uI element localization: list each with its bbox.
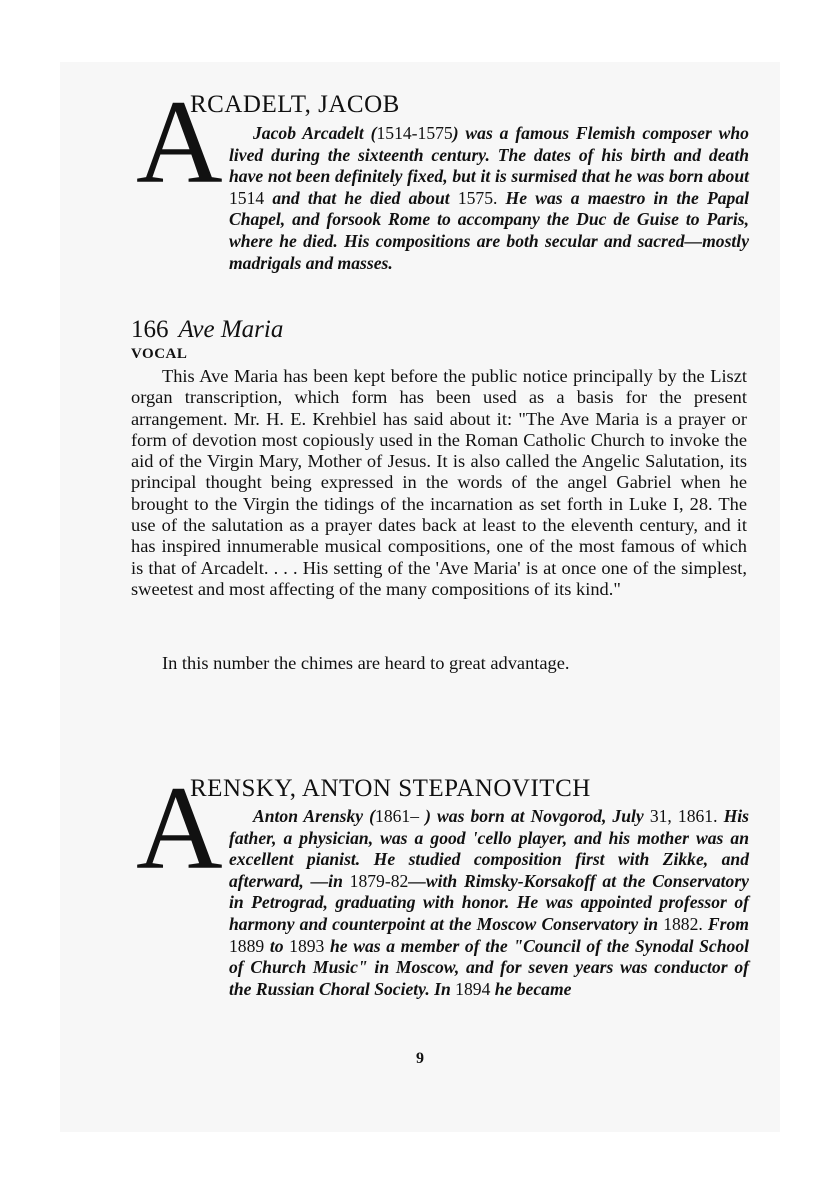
selection-note: In this number the chimes are heard to great advantage. (162, 653, 570, 673)
composer-heading: RENSKY, ANTON STEPANOVITCH (190, 775, 591, 802)
bio-text-run: His father, a physician, was a good 'cello player, and his mother was an excellent pianist. He studied composition first with Zikke, and afterward, —in (229, 806, 749, 891)
bio-text-run: From (702, 913, 749, 934)
page-number: 9 (416, 1050, 424, 1067)
selection-title: Ave Maria (178, 316, 284, 343)
selection-heading (131, 316, 283, 344)
selection-category: VOCAL (131, 346, 188, 362)
bio-text-run: 1889 (229, 935, 265, 956)
selection-description: This Ave Maria has been kept before the public notice principally by the Liszt organ transcription, which form has been used as a basis for the present arrangement. Mr. H. E. Krehbiel has said about it: "The Ave Maria is a prayer or form of devotion most copiously used in the Roman Catholic Church to invoke the aid of the Virgin Mary, Mother of Jesus. It is also called the Angelic Salutation, its principal thought being expressed in the words of the angel Gabriel when he brought to the Virgin the tidings of the incarnation as set forth in Luke I, 28. The use of the salutation as a prayer dates back at least to the eleventh century, and it has inspired innumerable musical compositions, one of the most famous of which is that of Arcadelt. . . . His setting of the 'Ave Maria' is at once one of the simplest, sweetest and most affecting of the many compositions of its kind." (131, 366, 747, 599)
bio-text-run: ) was born at Novgorod, July (419, 806, 650, 826)
bio-text-run: 1514 (229, 187, 265, 208)
bio-text-run: he became (490, 978, 572, 999)
composer-biography (229, 806, 749, 1000)
bio-text-run: 1514-1575 (376, 123, 453, 143)
bio-text-run: 1894 (455, 978, 491, 999)
bio-text-run: 1882. (663, 913, 703, 934)
bio-text-run: Jacob Arcadelt ( (253, 123, 377, 143)
drop-cap-initial: A (136, 75, 223, 208)
selection-number: 166 (131, 316, 169, 343)
bio-text-run: 31, 1861. (649, 806, 718, 826)
composer-biography (229, 123, 749, 274)
bio-text-run: and that he died about (264, 187, 458, 208)
bio-text-run: 1893 (289, 935, 325, 956)
bio-text-run: 1575. (457, 187, 498, 208)
bio-text-run: He was a maestro in the Papal Chapel, and forsook Rome to accompany the Duc de Guise to Paris, where he died. His compositions are both secular and sacred—mostly madrigals and masses. (229, 187, 750, 273)
bio-text-run: ) was a famous Flemish composer who lived during the sixteenth century. The dates of his birth and death have not been definitely fixed, but it is surmised that he was born about (229, 123, 749, 187)
bio-text-run: to (264, 935, 290, 956)
drop-cap-initial: A (136, 761, 223, 894)
bio-text-run: he was a member of the "Council of the Synodal School of Church Music" in Moscow, and for seven years was conductor of the Russian Choral Society. In (229, 935, 750, 999)
bio-text-run: —with Rimsky-Korsakoff at the Conservatory in Petrograd, graduating with honor. He was appointed professor of harmony and counterpoint at the Moscow Conservatory in (229, 870, 749, 934)
composer-heading: RCADELT, JACOB (190, 91, 400, 118)
bio-text-run: 1861– (375, 806, 419, 826)
bio-text-run: 1879-82 (349, 870, 409, 891)
bio-text-run: Anton Arensky ( (253, 806, 376, 826)
